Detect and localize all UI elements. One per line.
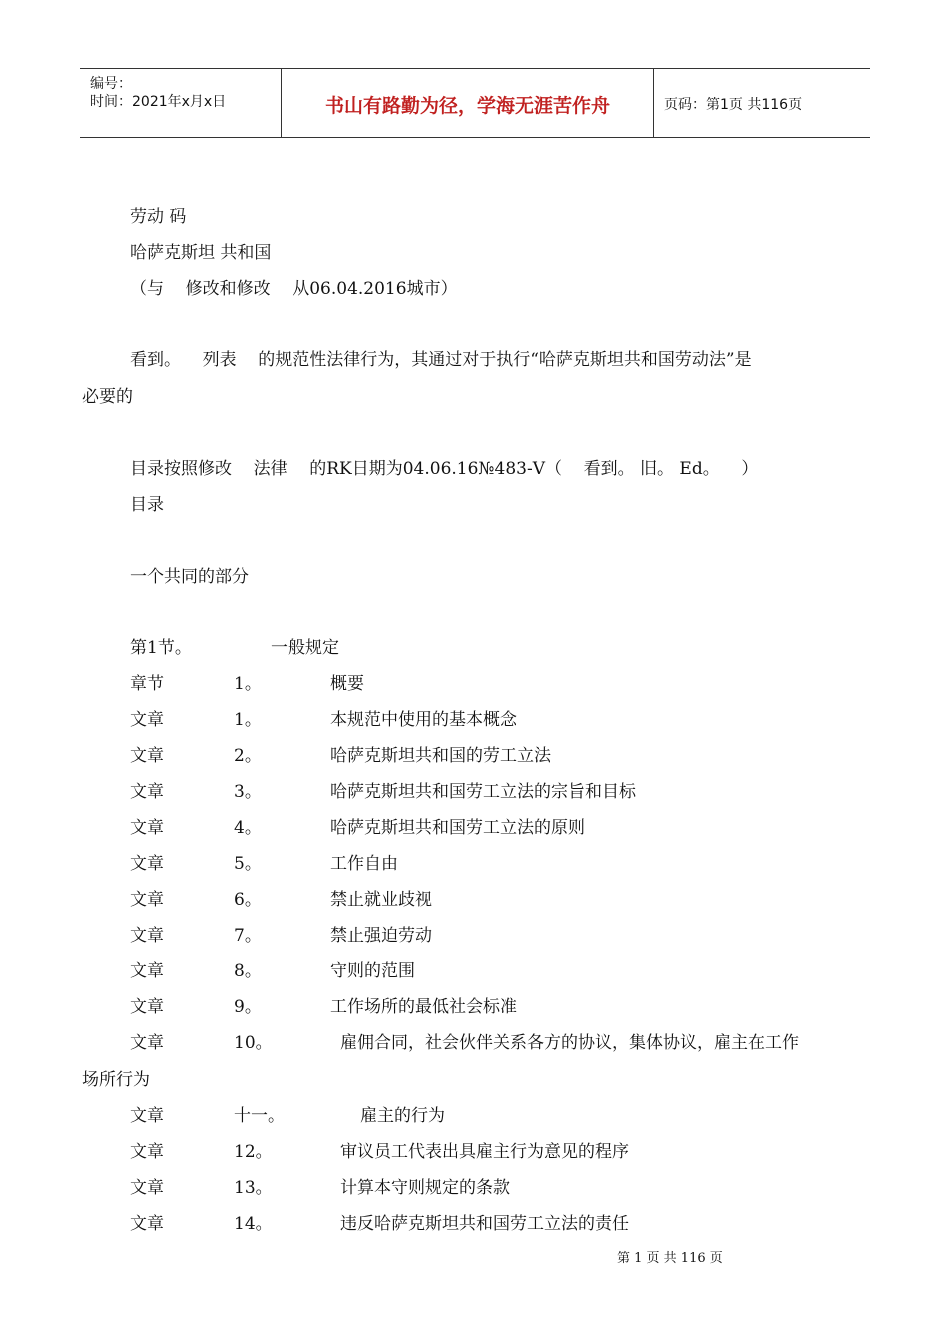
toc-number: 6。: [234, 890, 262, 910]
section-title: 一般规定: [271, 638, 339, 658]
toc-kind: 文章: [130, 818, 164, 838]
toc-kind: 文章: [130, 1033, 164, 1053]
toc-title: 本规范中使用的基本概念: [330, 710, 517, 730]
toc-kind: 文章: [130, 1178, 164, 1198]
toc-kind: 文章: [130, 926, 164, 946]
toc-kind: 文章: [130, 746, 164, 766]
toc-number: 13。: [234, 1178, 273, 1198]
toc-number: 十一。: [234, 1106, 285, 1126]
toc-kind: 文章: [130, 854, 164, 874]
header-page-cell: [654, 69, 870, 137]
intro-text-continued: 必要的: [82, 387, 133, 407]
document-time: 时间：2021年x月x日: [90, 94, 227, 110]
header-meta-cell: [80, 69, 282, 137]
document-number: 编号：: [90, 76, 132, 92]
toc-title: 雇佣合同，社会伙伴关系各方的协议，集体协议，雇主在工作: [340, 1033, 799, 1053]
toc-kind: 文章: [130, 1214, 164, 1234]
header-motto-cell: [282, 69, 654, 137]
toc-kind: 文章: [130, 961, 164, 981]
toc-title: 工作自由: [330, 854, 398, 874]
toc-kind: 文章: [130, 890, 164, 910]
toc-number: 7。: [234, 926, 262, 946]
toc-title: 违反哈萨克斯坦共和国劳工立法的责任: [340, 1214, 629, 1234]
toc-title: 雇主的行为: [360, 1106, 445, 1126]
toc-kind: 文章: [130, 782, 164, 802]
title-line: 劳动 码: [130, 207, 187, 227]
toc-title-continued: 场所行为: [82, 1070, 150, 1090]
toc-title: 哈萨克斯坦共和国劳工立法的原则: [330, 818, 585, 838]
toc-kind: 文章: [130, 1142, 164, 1162]
toc-title: 禁止强迫劳动: [330, 926, 432, 946]
toc-title: 审议员工代表出具雇主行为意见的程序: [340, 1142, 629, 1162]
toc-title: 哈萨克斯坦共和国的劳工立法: [330, 746, 551, 766]
contents-label: 目录: [130, 495, 164, 515]
toc-number: 1。: [234, 710, 262, 730]
toc-number: 4。: [234, 818, 262, 838]
toc-title: 守则的范围: [330, 961, 415, 981]
contents-reference: 目录按照修改 法律 的RK日期为04.06.16№483-V（ 看到。 旧。 Ed。 ）: [130, 459, 759, 479]
toc-number: 12。: [234, 1142, 273, 1162]
toc-kind: 文章: [130, 997, 164, 1017]
toc-kind: 章节: [130, 674, 164, 694]
page-header: [80, 68, 870, 138]
toc-number: 5。: [234, 854, 262, 874]
toc-title: 禁止就业歧视: [330, 890, 432, 910]
toc-number: 8。: [234, 961, 262, 981]
general-part-heading: 一个共同的部分: [130, 567, 249, 587]
page-footer: 第 1 页 共 116 页: [617, 1251, 723, 1266]
toc-number: 2。: [234, 746, 262, 766]
toc-title: 工作场所的最低社会标准: [330, 997, 517, 1017]
intro-text: 看到。 列表 的规范性法律行为，其通过对于执行“哈萨克斯坦共和国劳动法”是: [130, 350, 752, 370]
toc-number: 3。: [234, 782, 262, 802]
section-label: 第1节。: [130, 638, 192, 658]
toc-title: 计算本守则规定的条款: [340, 1178, 510, 1198]
toc-kind: 文章: [130, 710, 164, 730]
toc-title: 哈萨克斯坦共和国劳工立法的宗旨和目标: [330, 782, 636, 802]
toc-kind: 文章: [130, 1106, 164, 1126]
title-line: 哈萨克斯坦 共和国: [130, 243, 272, 263]
page-info: 页码：第1页 共116页: [664, 97, 803, 113]
toc-number: 9。: [234, 997, 262, 1017]
toc-number: 10。: [234, 1033, 273, 1053]
toc-number: 1。: [234, 674, 262, 694]
motto: 书山有路勤为径，学海无涯苦作舟: [324, 95, 610, 117]
toc-title: 概要: [330, 674, 364, 694]
toc-number: 14。: [234, 1214, 273, 1234]
title-line: （与 修改和修改 从06.04.2016城市）: [130, 279, 458, 299]
